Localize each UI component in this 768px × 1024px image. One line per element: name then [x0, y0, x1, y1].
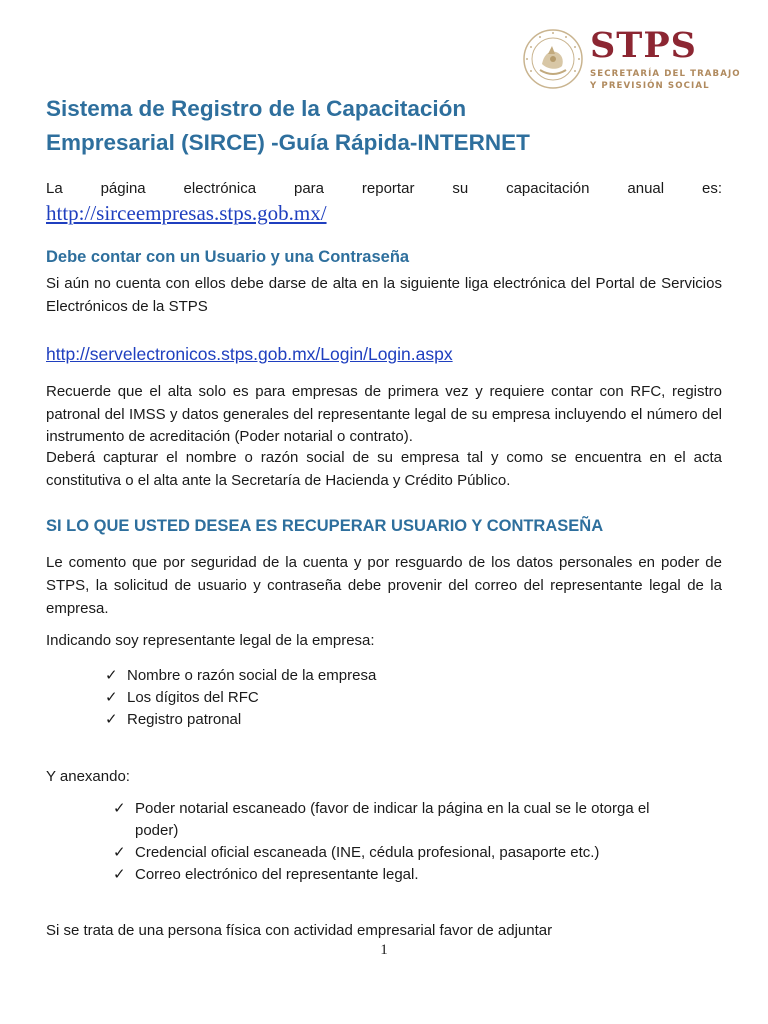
list-item: ✓ Credencial oficial escaneada (INE, cédula profesional, pasaporte etc.)	[113, 842, 693, 864]
attachments-list	[113, 798, 693, 886]
list-item: ✓ Registro patronal	[105, 709, 705, 731]
page-number: 1	[380, 942, 388, 958]
mexico-seal-icon	[522, 28, 584, 90]
logo-subtitle-line2: Y PREVISIÓN SOCIAL	[590, 81, 710, 91]
check-icon: ✓	[113, 800, 126, 817]
check-icon: ✓	[113, 866, 126, 883]
check-icon: ✓	[105, 711, 118, 728]
title-line-1: Sistema de Registro de la Capacitación	[46, 96, 467, 121]
alta-instructions: Si aún no cuenta con ellos debe darse de alta en la siguiente liga electrónica del Portal de Servicios Electrónicos de la STPS	[46, 275, 722, 315]
section-heading-recuperar: SI LO QUE USTED DESEA ES RECUPERAR USUARIO Y CONTRASEÑA	[46, 517, 604, 535]
section-heading-usuario: Debe contar con un Usuario y una Contraseña	[46, 248, 410, 266]
list-item: ✓ Los dígitos del RFC	[105, 687, 705, 709]
indicando-text: Indicando soy representante legal de la empresa:	[46, 632, 375, 649]
check-icon: ✓	[105, 689, 118, 706]
anexando-text: Y anexando:	[46, 768, 130, 785]
check-icon: ✓	[113, 844, 126, 861]
stps-logo	[522, 26, 742, 96]
title-line-2: Empresarial (SIRCE) -Guía Rápida-INTERNET	[46, 130, 530, 155]
servelectronicos-link[interactable]: http://servelectronicos.stps.gob.mx/Login/Login.aspx	[46, 344, 453, 364]
list-item: ✓ Poder notarial escaneado (favor de indicar la página en la cual se le otorga el poder)	[113, 800, 650, 839]
page-title	[46, 92, 646, 160]
closing-text: Si se trata de una persona física con actividad empresarial favor de adjuntar	[46, 922, 553, 939]
check-icon: ✓	[105, 667, 118, 684]
logo-subtitle-line1: SECRETARÍA DEL TRABAJO	[590, 69, 741, 79]
sirce-link[interactable]: http://sirceempresas.stps.gob.mx/	[46, 201, 327, 225]
intro-text: La página electrónica para reportar su capacitación anual es:	[46, 180, 722, 197]
list-item: ✓ Nombre o razón social de la empresa	[105, 665, 705, 687]
logo-wordmark: STPS	[590, 25, 697, 66]
list-item: ✓ Correo electrónico del representante legal.	[113, 864, 693, 886]
razon-social-paragraph: Deberá capturar el nombre o razón social de su empresa tal y como se encuentra en el acta constitutiva o el alta ante la Secretaría de Hacienda y Crédito Público.	[46, 449, 722, 489]
required-data-list	[105, 665, 705, 731]
alta-requirements-paragraph: Recuerde que el alta solo es para empresas de primera vez y requiere contar con RFC, registro patronal del IMSS y datos generales del representante legal de su empresa incluyendo el número del instrumento de acreditación (Poder notarial o contrato).	[46, 383, 722, 445]
security-paragraph: Le comento que por seguridad de la cuenta y por resguardo de los datos personales en poder de STPS, la solicitud de usuario y contraseña debe provenir del correo del representante legal de la empresa.	[46, 554, 722, 617]
